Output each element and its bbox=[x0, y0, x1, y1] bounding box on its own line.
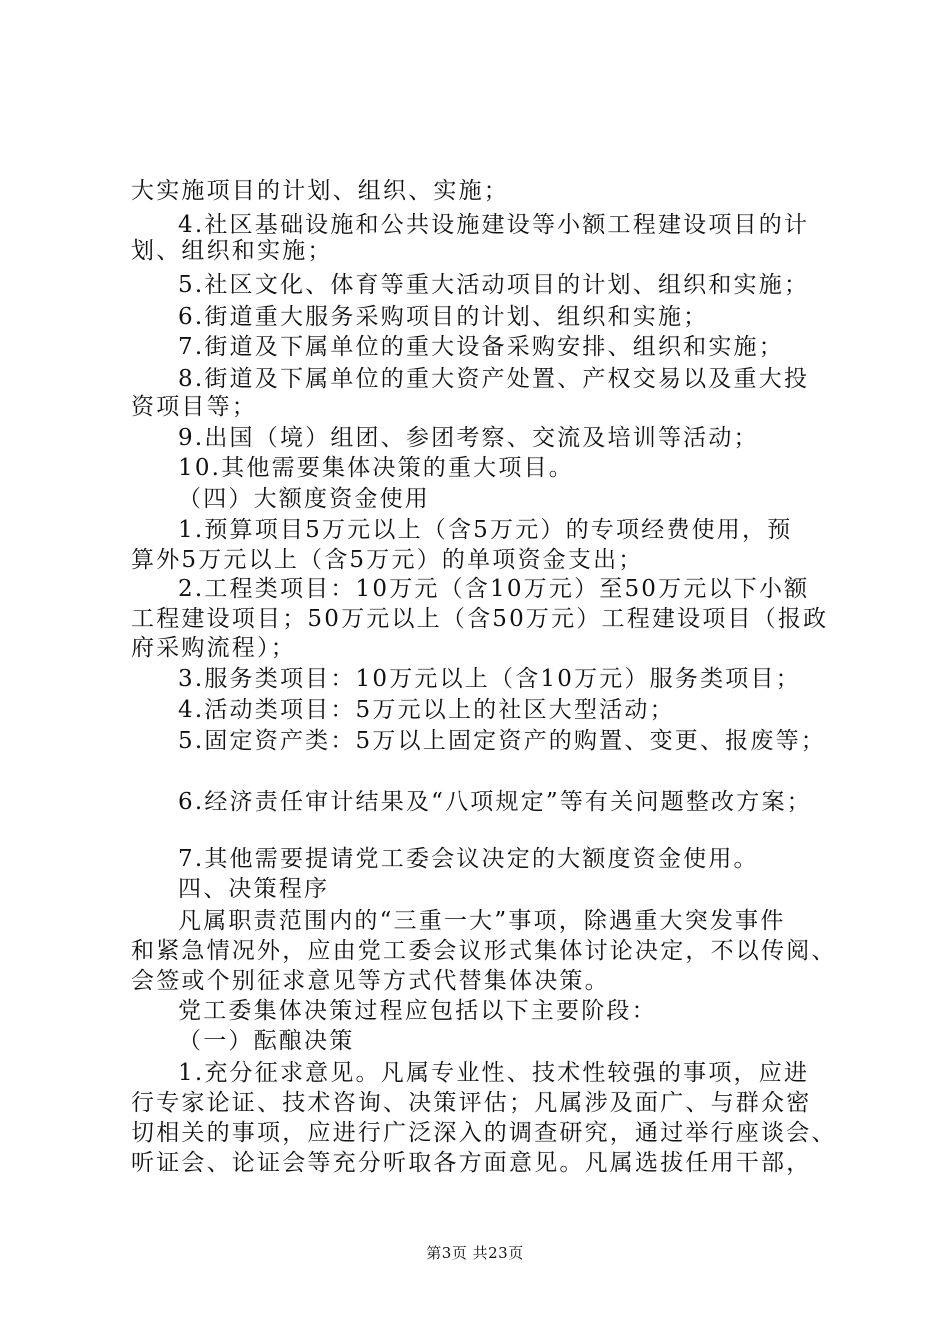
section-heading: （四）大额度资金使用 bbox=[178, 486, 430, 512]
text-line: 8.街道及下属单位的重大资产处置、产权交易以及重大投 bbox=[178, 366, 810, 392]
text-line: 算外5万元以上（含5万元）的单项资金支出； bbox=[131, 547, 644, 573]
text-line: 和紧急情况外，应由党工委会议形式集体讨论决定，不以传阅、 bbox=[131, 938, 837, 964]
text-line: 切相关的事项，应进行广泛深入的调查研究，通过举行座谈会、 bbox=[131, 1120, 837, 1146]
text-line: 会签或个别征求意见等方式代替集体决策。 bbox=[131, 968, 610, 994]
text-line: 3.服务类项目：10万元以上（含10万元）服务类项目； bbox=[178, 666, 801, 692]
text-line: 听证会、论证会等充分听取各方面意见。凡属选拔任用干部， bbox=[131, 1150, 812, 1176]
text-line: 资项目等； bbox=[131, 394, 257, 420]
text-line: 2.工程类项目：10万元（含10万元）至50万元以下小额 bbox=[178, 576, 810, 602]
text-line: 凡属职责范围内的“三重一大”事项，除遇重大突发事件 bbox=[178, 908, 786, 934]
section-heading: 四、决策程序 bbox=[178, 876, 330, 902]
text-line: 4.活动类项目：5万元以上的社区大型活动； bbox=[178, 697, 675, 723]
text-line: 7.街道及下属单位的重大设备采购安排、组织和实施； bbox=[178, 334, 784, 360]
section-heading: （一）酝酿决策 bbox=[178, 1028, 355, 1054]
text-line: 10.其他需要集体决策的重大项目。 bbox=[178, 455, 574, 481]
text-line: 府采购流程）； bbox=[131, 635, 296, 661]
text-line: 行专家论证、技术咨询、决策评估；凡属涉及面广、与群众密 bbox=[131, 1090, 812, 1116]
text-line: 9.出国（境）组团、参团考察、交流及培训等活动； bbox=[178, 425, 759, 451]
text-line: 6.街道重大服务采购项目的计划、组织和实施； bbox=[178, 304, 709, 330]
text-line: 划、组织和实施； bbox=[131, 238, 333, 264]
text-line: 5.社区文化、体育等重大活动项目的计划、组织和实施； bbox=[178, 272, 810, 298]
text-line: 党工委集体决策过程应包括以下主要阶段： bbox=[178, 998, 657, 1024]
text-line: 大实施项目的计划、组织、实施； bbox=[131, 178, 509, 204]
text-line: 7.其他需要提请党工委会议决定的大额度资金使用。 bbox=[178, 846, 759, 872]
page-number: 第3页 共23页 bbox=[426, 1244, 524, 1262]
text-line: 1.充分征求意见。凡属专业性、技术性较强的事项，应进 bbox=[178, 1060, 810, 1086]
text-line: 1.预算项目5万元以上（含5万元）的专项经费使用，预 bbox=[178, 517, 793, 543]
text-line: 5.固定资产类：5万以上固定资产的购置、变更、报废等； bbox=[178, 728, 826, 754]
text-line: 6.经济责任审计结果及“八项规定”等有关问题整改方案； bbox=[178, 789, 812, 815]
text-line: 工程建设项目；50万元以上（含50万元）工程建设项目（报政 bbox=[131, 606, 829, 632]
text-line: 4.社区基础设施和公共设施建设等小额工程建设项目的计 bbox=[178, 212, 810, 238]
